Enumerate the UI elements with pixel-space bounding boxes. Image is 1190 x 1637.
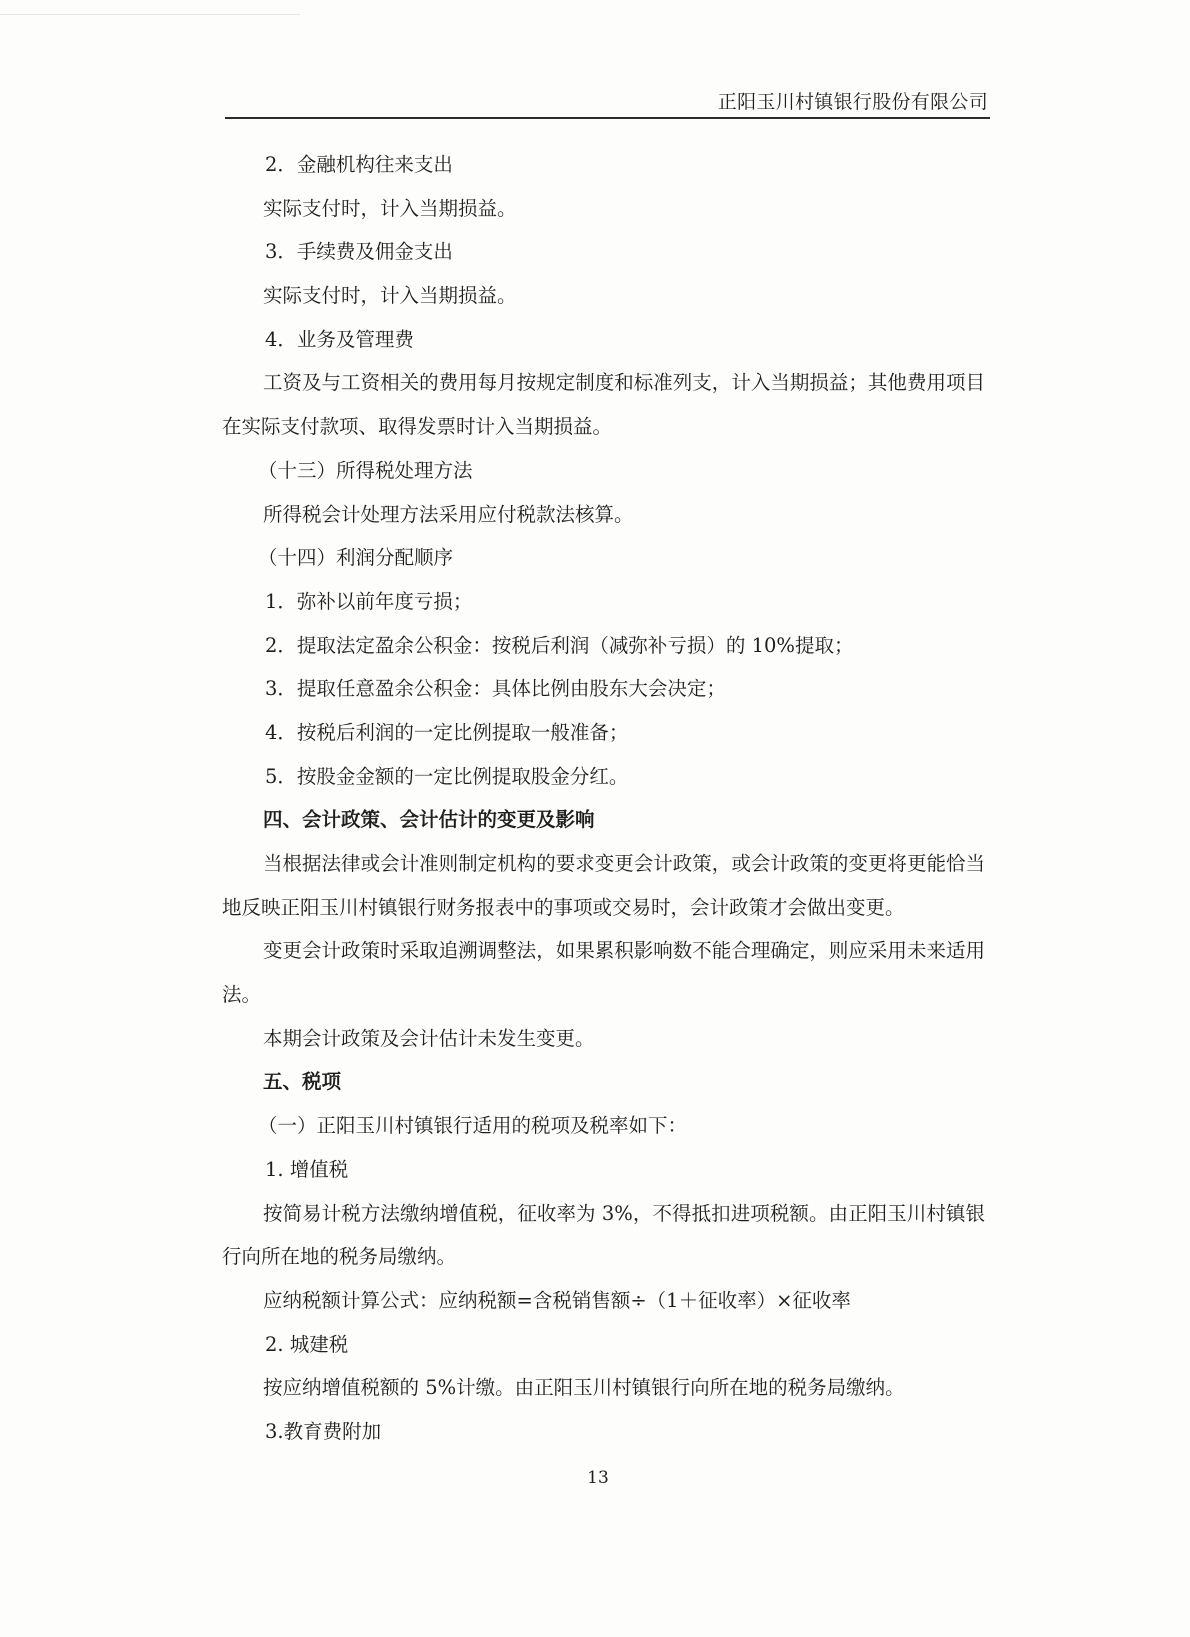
text-line: （十四）利润分配顺序 — [258, 546, 454, 570]
text-line: 按应纳增值税额的 5%计缴。由正阳玉川村镇银行向所在地的税务局缴纳。 — [263, 1376, 905, 1400]
text-line: 行向所在地的税务局缴纳。 — [222, 1245, 457, 1269]
subheading-commission-expense — [222, 230, 985, 274]
paragraph — [222, 929, 985, 1016]
text-line: 应纳税额计算公式：应纳税额=含税销售额÷（1＋征收率）×征收率 — [263, 1288, 851, 1312]
text-line: 地反映正阳玉川村镇银行财务报表中的事项或交易时，会计政策才会做出变更。 — [222, 895, 905, 919]
text-line: 1. 增值税 — [265, 1157, 349, 1181]
text-line: 3．手续费及佣金支出 — [265, 240, 453, 264]
text-line: 所得税会计处理方法采用应付税款法核算。 — [263, 502, 634, 526]
text-line: （一）正阳玉川村镇银行适用的税项及税率如下： — [258, 1114, 688, 1138]
list-item — [222, 667, 985, 711]
list-item — [222, 755, 985, 799]
scan-artifact-line — [0, 14, 300, 15]
text-line: 3．提取任意盈余公积金：具体比例由股东大会决定； — [265, 677, 726, 701]
list-item — [222, 624, 985, 668]
subheading-urban-construction-tax — [222, 1323, 985, 1367]
text-line: 在实际支付款项、取得发票时计入当期损益。 — [222, 415, 613, 439]
text-line: 法。 — [222, 983, 262, 1007]
text-line: 2．提取法定盈余公积金：按税后利润（减弥补亏损）的 10%提取； — [265, 633, 854, 657]
text-line: 4．按税后利润的一定比例提取一般准备； — [265, 720, 629, 744]
text-line: 1．弥补以前年度亏损； — [265, 589, 473, 613]
subheading-vat — [222, 1148, 985, 1192]
paragraph — [222, 187, 985, 231]
text-line: 按简易计税方法缴纳增值税，征收率为 3%，不得抵扣进项税额。由正阳玉川村镇银 — [263, 1201, 985, 1225]
text-line: （十三）所得税处理方法 — [258, 458, 473, 482]
text-line: 实际支付时，计入当期损益。 — [263, 196, 517, 220]
text-line: 变更会计政策时采取追溯调整法，如果累积影响数不能合理确定，则应采用未来适用 — [263, 939, 985, 963]
text-line: 当根据法律或会计准则制定机构的要求变更会计政策，或会计政策的变更将更能恰当 — [263, 852, 985, 875]
company-name: 正阳玉川村镇银行股份有限公司 — [717, 91, 988, 113]
text-line: 2. 城建税 — [265, 1332, 349, 1356]
subheading-interbank-expense — [222, 143, 985, 187]
paragraph — [222, 274, 985, 318]
paragraph — [222, 493, 985, 537]
section-heading-taxes — [222, 1060, 985, 1104]
text-line: 工资及与工资相关的费用每月按规定制度和标准列支，计入当期损益；其他费用项目 — [263, 371, 985, 395]
formula-paragraph — [222, 1279, 985, 1323]
subheading-education-surcharge — [222, 1410, 985, 1454]
text-line: 实际支付时，计入当期损益。 — [263, 284, 517, 308]
text-line: 4．业务及管理费 — [265, 327, 414, 351]
paragraph — [222, 1366, 985, 1410]
page-header — [225, 90, 990, 119]
text-line: 5．按股金金额的一定比例提取股金分红。 — [265, 764, 629, 788]
subheading-admin-expense — [222, 318, 985, 362]
paragraph — [222, 842, 985, 929]
document-body — [222, 143, 985, 1454]
text-line: 3.教育费附加 — [265, 1419, 382, 1443]
text-line: 本期会计政策及会计估计未发生变更。 — [263, 1026, 595, 1050]
text-line: 2．金融机构往来支出 — [265, 153, 453, 176]
page-number: 13 — [587, 1468, 609, 1488]
paragraph — [222, 1192, 985, 1279]
section-heading-policy-changes — [222, 798, 985, 842]
text-line: 四、会计政策、会计估计的变更及影响 — [263, 808, 595, 832]
list-item — [222, 580, 985, 624]
section-heading-income-tax — [222, 449, 985, 493]
section-heading-profit-distribution — [222, 536, 985, 580]
paragraph — [222, 1017, 985, 1061]
paragraph — [222, 361, 985, 448]
text-line: 五、税项 — [263, 1070, 342, 1094]
list-item — [222, 711, 985, 755]
subheading-applicable-taxes — [222, 1104, 985, 1148]
